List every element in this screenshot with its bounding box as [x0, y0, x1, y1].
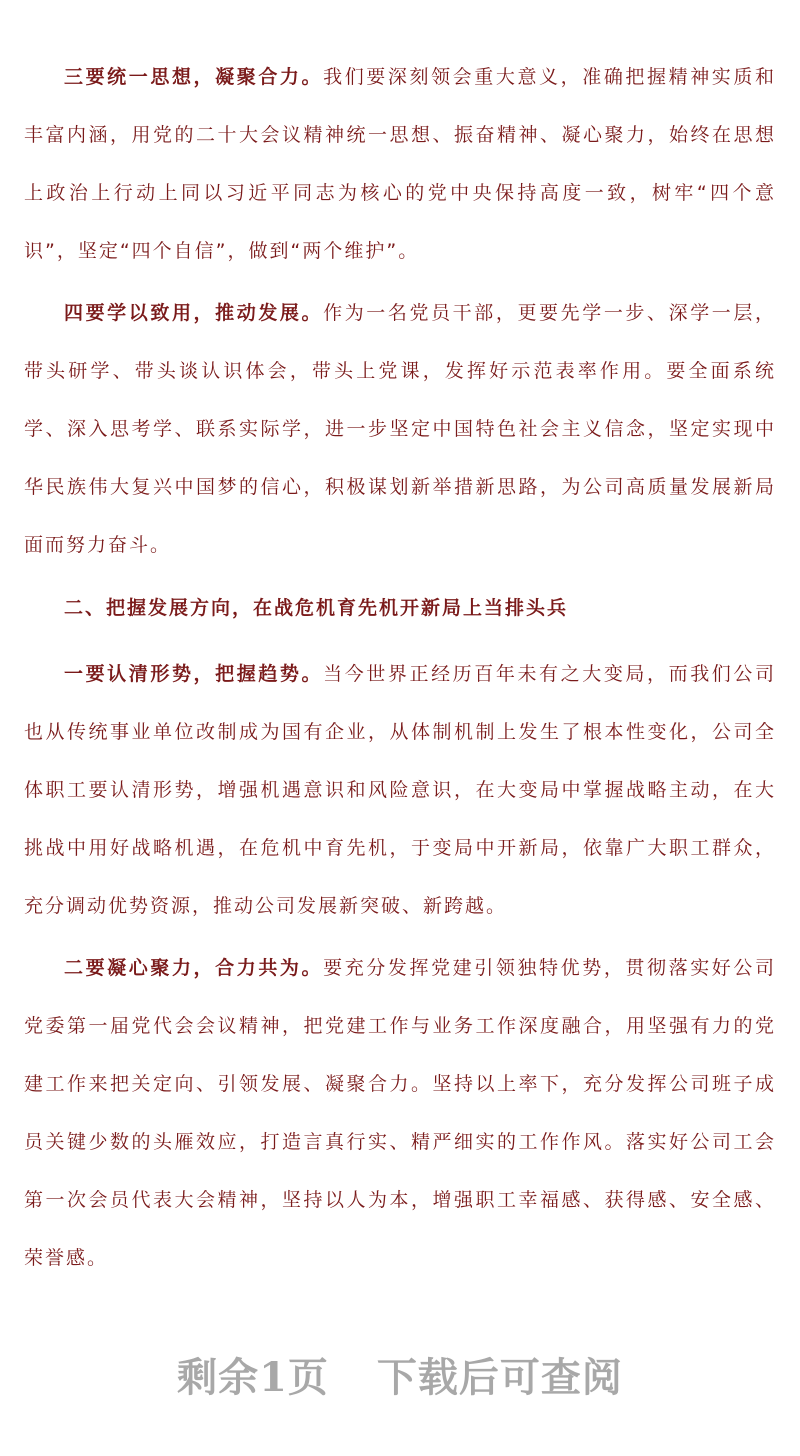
paragraph-unify-thinking — [24, 48, 776, 280]
paragraph-body: 作为一名党员干部，更要先学一步、深学一层，带头研学、带头谈认识体会，带头上党课，发挥好示范表率作用。要全面系统学、深入思考学、联系实际学，进一步坚定中国特色社会主义信念，坚定实现中华民族伟大复兴中国梦的信心，积极谋划新举措新思路，为公司高质量发展新局面而努力奋斗。 — [24, 302, 776, 556]
section-heading: 二、把握发展方向，在战危机育先机开新局上当排头兵 — [64, 597, 569, 619]
paragraph-recognize-situation — [24, 645, 776, 935]
paragraph-body: 我们要深刻领会重大意义，准确把握精神实质和丰富内涵，用党的二十大会议精神统一思想、振奋精神、凝心聚力，始终在思想上政治上行动上同以习近平同志为核心的党中央保持高度一致，树牢“四个意识”，坚定“四个自信”，做到“两个维护”。 — [24, 66, 776, 262]
remaining-pages-label: 剩余1页 — [177, 1354, 329, 1401]
paragraph-lead: 三要统一思想，凝聚合力。 — [64, 66, 324, 88]
partial-top-line — [24, 0, 776, 4]
paragraph-body: 要充分发挥党建引领独特优势，贯彻落实好公司党委第一届党代会会议精神，把党建工作与业务工作深度融合，用坚强有力的党建工作来把关定向、引领发展、凝聚合力。坚持以上率下，充分发挥公司班子成员关键少数的头雁效应，打造言真行实、精严细实的工作作风。落实好公司工会第一次会员代表大会精神，坚持以人为本，增强职工幸福感、获得感、安全感、荣誉感。 — [24, 957, 776, 1269]
paragraph-unite-efforts — [24, 939, 776, 1287]
paragraph-lead: 二要凝心聚力，合力共为。 — [64, 957, 324, 979]
download-hint-label[interactable]: 下载后可查阅 — [376, 1354, 623, 1401]
download-banner[interactable] — [0, 1350, 800, 1406]
paragraph-lead: 四要学以致用，推动发展。 — [64, 302, 324, 324]
paragraph-body: 当今世界正经历百年未有之大变局，而我们公司也从传统事业单位改制成为国有企业，从体制机制上发生了根本性变化，公司全体职工要认清形势，增强机遇意识和风险意识，在大变局中掌握战略主动，在大挑战中用好战略机遇，在危机中育先机，于变局中开新局，依靠广大职工群众，充分调动优势资源，推动公司发展新突破、新跨越。 — [24, 663, 776, 917]
paragraph-lead: 一要认清形势，把握趋势。 — [64, 663, 324, 685]
paragraph-apply-learning — [24, 284, 776, 574]
